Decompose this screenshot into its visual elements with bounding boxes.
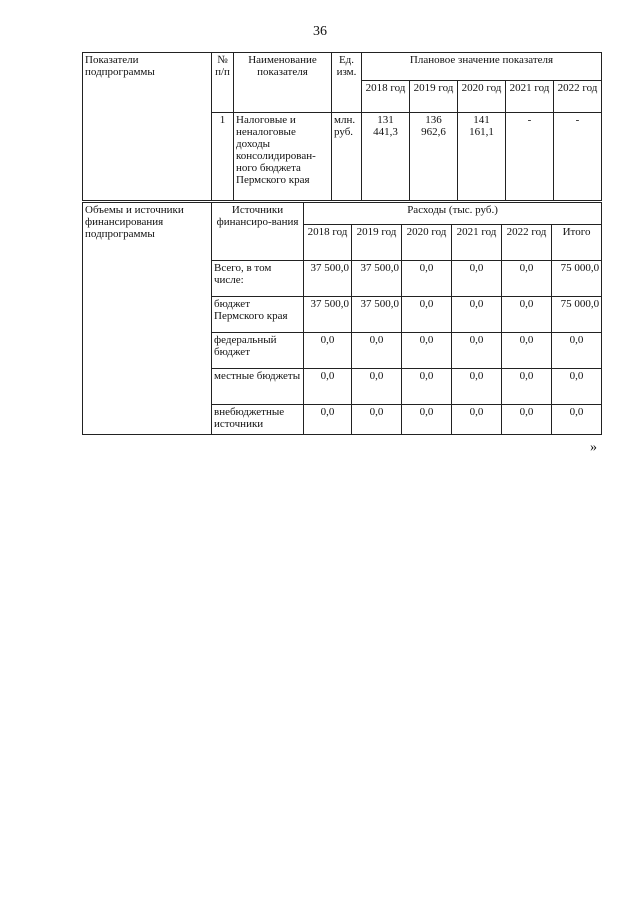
indicators-section-label: Показатели подпрограммы <box>83 53 212 201</box>
row-source: Всего, в том числе: <box>212 261 304 297</box>
row-value: 75 000,0 <box>552 261 602 297</box>
row-value: 0,0 <box>552 369 602 405</box>
row-value: - <box>506 113 554 201</box>
row-value: 0,0 <box>402 369 452 405</box>
col-header-unit: Ед. изм. <box>332 53 362 113</box>
row-unit: млн. руб. <box>332 113 362 201</box>
year-header: 2018 год <box>304 225 352 261</box>
row-source: местные бюджеты <box>212 369 304 405</box>
year-header: 2018 год <box>362 81 410 113</box>
row-value: 0,0 <box>552 333 602 369</box>
row-value: 0,0 <box>352 369 402 405</box>
col-header-expenses: Расходы (тыс. руб.) <box>304 203 602 225</box>
page-number: 36 <box>313 24 327 39</box>
row-value: 0,0 <box>502 333 552 369</box>
row-value: 141 161,1 <box>458 113 506 201</box>
row-value: 0,0 <box>502 297 552 333</box>
row-name: Налоговые и неналоговые доходы консолидирован-ного бюджета Пермского края <box>234 113 332 201</box>
row-value: 0,0 <box>452 261 502 297</box>
row-value: 0,0 <box>352 333 402 369</box>
total-header: Итого <box>552 225 602 261</box>
row-value: 136 962,6 <box>410 113 458 201</box>
row-value: 0,0 <box>402 261 452 297</box>
row-value: 75 000,0 <box>552 297 602 333</box>
row-source: бюджет Пермского края <box>212 297 304 333</box>
row-value: 37 500,0 <box>304 297 352 333</box>
row-value: 0,0 <box>502 261 552 297</box>
year-header: 2021 год <box>506 81 554 113</box>
closing-quote-mark: » <box>590 440 597 455</box>
row-value: 131 441,3 <box>362 113 410 201</box>
year-header: 2021 год <box>452 225 502 261</box>
row-value: 0,0 <box>402 333 452 369</box>
row-source: внебюджетные источники <box>212 405 304 435</box>
col-header-sources: Источники финансиро-вания <box>212 203 304 261</box>
row-value: 37 500,0 <box>352 261 402 297</box>
year-header: 2019 год <box>352 225 402 261</box>
row-value: 37 500,0 <box>352 297 402 333</box>
row-value: 0,0 <box>552 405 602 435</box>
row-value: 0,0 <box>502 369 552 405</box>
year-header: 2022 год <box>554 81 602 113</box>
row-value: 0,0 <box>452 333 502 369</box>
col-header-no: № п/п <box>212 53 234 113</box>
year-header: 2020 год <box>458 81 506 113</box>
col-header-name: Наименование показателя <box>234 53 332 113</box>
row-value: 0,0 <box>402 405 452 435</box>
row-value: 37 500,0 <box>304 261 352 297</box>
row-value: - <box>554 113 602 201</box>
row-value: 0,0 <box>402 297 452 333</box>
row-source: федеральный бюджет <box>212 333 304 369</box>
row-value: 0,0 <box>304 405 352 435</box>
row-value: 0,0 <box>304 333 352 369</box>
row-value: 0,0 <box>452 405 502 435</box>
financing-table <box>82 202 602 435</box>
row-value: 0,0 <box>452 297 502 333</box>
row-value: 0,0 <box>304 369 352 405</box>
financing-section-label: Объемы и источники финансирования подпрограммы <box>83 203 212 435</box>
row-value: 0,0 <box>452 369 502 405</box>
year-header: 2022 год <box>502 225 552 261</box>
col-header-plan: Плановое значение показателя <box>362 53 602 81</box>
row-no: 1 <box>212 113 234 201</box>
row-value: 0,0 <box>352 405 402 435</box>
indicators-table <box>82 52 602 201</box>
year-header: 2020 год <box>402 225 452 261</box>
year-header: 2019 год <box>410 81 458 113</box>
row-value: 0,0 <box>502 405 552 435</box>
